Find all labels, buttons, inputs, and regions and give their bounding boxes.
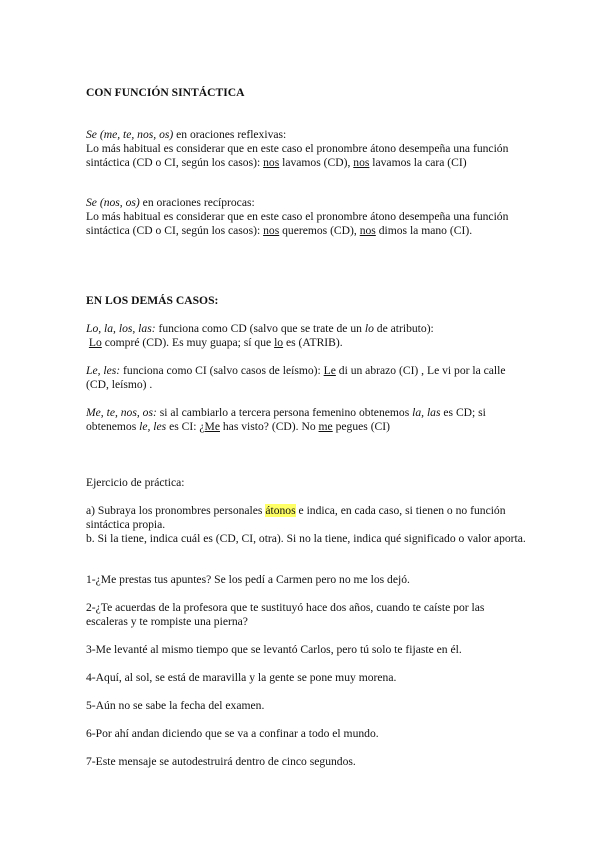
exercise-item-2: 2-¿Te acuerdas de la profesora que te sustituyó hace dos años, cuando te caíste por las escaleras y te rompiste una pierna? <box>86 601 485 628</box>
paragraph-me-te <box>86 406 526 434</box>
example-pronoun: Me <box>204 420 220 433</box>
text: di un abrazo (CI) , Le vi por la calle (CD, leísmo) . <box>86 364 506 391</box>
text: funciona como CD (salvo que se trate de un <box>155 322 365 335</box>
text: queremos (CD), <box>279 224 360 237</box>
text: has visto? (CD). No <box>219 420 319 433</box>
paragraph-reflexive <box>86 128 526 170</box>
section-heading-syntactic: CON FUNCIÓN SINTÁCTICA <box>86 86 245 99</box>
example-pronoun: Le <box>323 364 336 377</box>
pronoun-list: Se (nos, os) <box>86 196 140 209</box>
text: le, les <box>139 420 167 433</box>
paragraph-reciprocal <box>86 196 526 238</box>
text: en oraciones reflexivas: <box>173 128 287 141</box>
text: lavamos (CD), <box>279 156 354 169</box>
exercise-item-7: 7-Este mensaje se autodestruirá dentro de cinco segundos. <box>86 755 356 768</box>
pronoun-list: Se (me, te, nos, os) <box>86 128 174 141</box>
text: la, las <box>412 406 441 419</box>
exercise-item-4: 4-Aquí, al sol, se está de maravilla y la gente se pone muy morena. <box>86 671 397 684</box>
text: pegues (CI) <box>332 420 391 433</box>
paragraph-le-les <box>86 364 526 392</box>
section-heading-other: EN LOS DEMÁS CASOS: <box>86 294 219 307</box>
exercise-instructions <box>86 504 526 546</box>
highlighted-word: átonos <box>265 504 296 517</box>
text: lo <box>364 322 374 335</box>
example-pronoun: nos <box>359 224 376 237</box>
text: es CD; si obtenemos <box>86 406 486 433</box>
exercise-item-1: 1-¿Me prestas tus apuntes? Se los pedí a Carmen pero no me los dejó. <box>86 573 410 586</box>
example-pronoun: lo <box>274 336 284 349</box>
text: en oraciones recíprocas: <box>139 196 255 209</box>
pronoun-list: Lo, la, los, las: <box>86 322 156 335</box>
example-pronoun: nos <box>353 156 370 169</box>
text: Lo más habitual es considerar que en este caso el pronombre átono desempeña una función sintáctica (CD o CI, según los casos): <box>86 142 509 169</box>
example-pronoun: nos <box>263 156 280 169</box>
text: dimos la mano (CI). <box>375 224 473 237</box>
text: b. Si la tiene, indica cuál es (CD, CI, otra). Si no la tiene, indica qué significado o valor aporta. <box>86 532 526 545</box>
example-pronoun: Lo <box>88 336 102 349</box>
pronoun-list: Le, les: <box>86 364 121 377</box>
pronoun-list: Me, te, nos, os: <box>86 406 157 419</box>
text: Lo más habitual es considerar que en este caso el pronombre átono desempeña una función sintáctica (CD o CI, según los casos): <box>86 210 509 237</box>
text: a) Subraya los pronombres personales <box>86 504 266 517</box>
text: lavamos la cara (CI) <box>369 156 467 169</box>
text: e indica, en cada caso, si tienen o no función sintáctica propia. <box>86 504 506 531</box>
text: si al cambiarlo a tercera persona femenino obtenemos <box>156 406 413 419</box>
text: de atributo): <box>373 322 434 335</box>
example-pronoun: nos <box>263 224 280 237</box>
text: funciona como CI (salvo casos de leísmo): <box>120 364 324 377</box>
text: es CI: ¿ <box>166 420 205 433</box>
exercise-item-3: 3-Me levanté al mismo tiempo que se levantó Carlos, pero tú solo te fijaste en él. <box>86 643 462 656</box>
text: es (ATRIB). <box>283 336 343 349</box>
exercise-item-6: 6-Por ahí andan diciendo que se va a confinar a todo el mundo. <box>86 727 379 740</box>
paragraph-lo-la <box>86 322 526 350</box>
exercise-title: Ejercicio de práctica: <box>86 476 185 489</box>
exercise-item-5: 5-Aún no se sabe la fecha del examen. <box>86 699 265 712</box>
text: compré (CD). Es muy guapa; sí que <box>101 336 275 349</box>
example-pronoun: me <box>318 420 333 433</box>
